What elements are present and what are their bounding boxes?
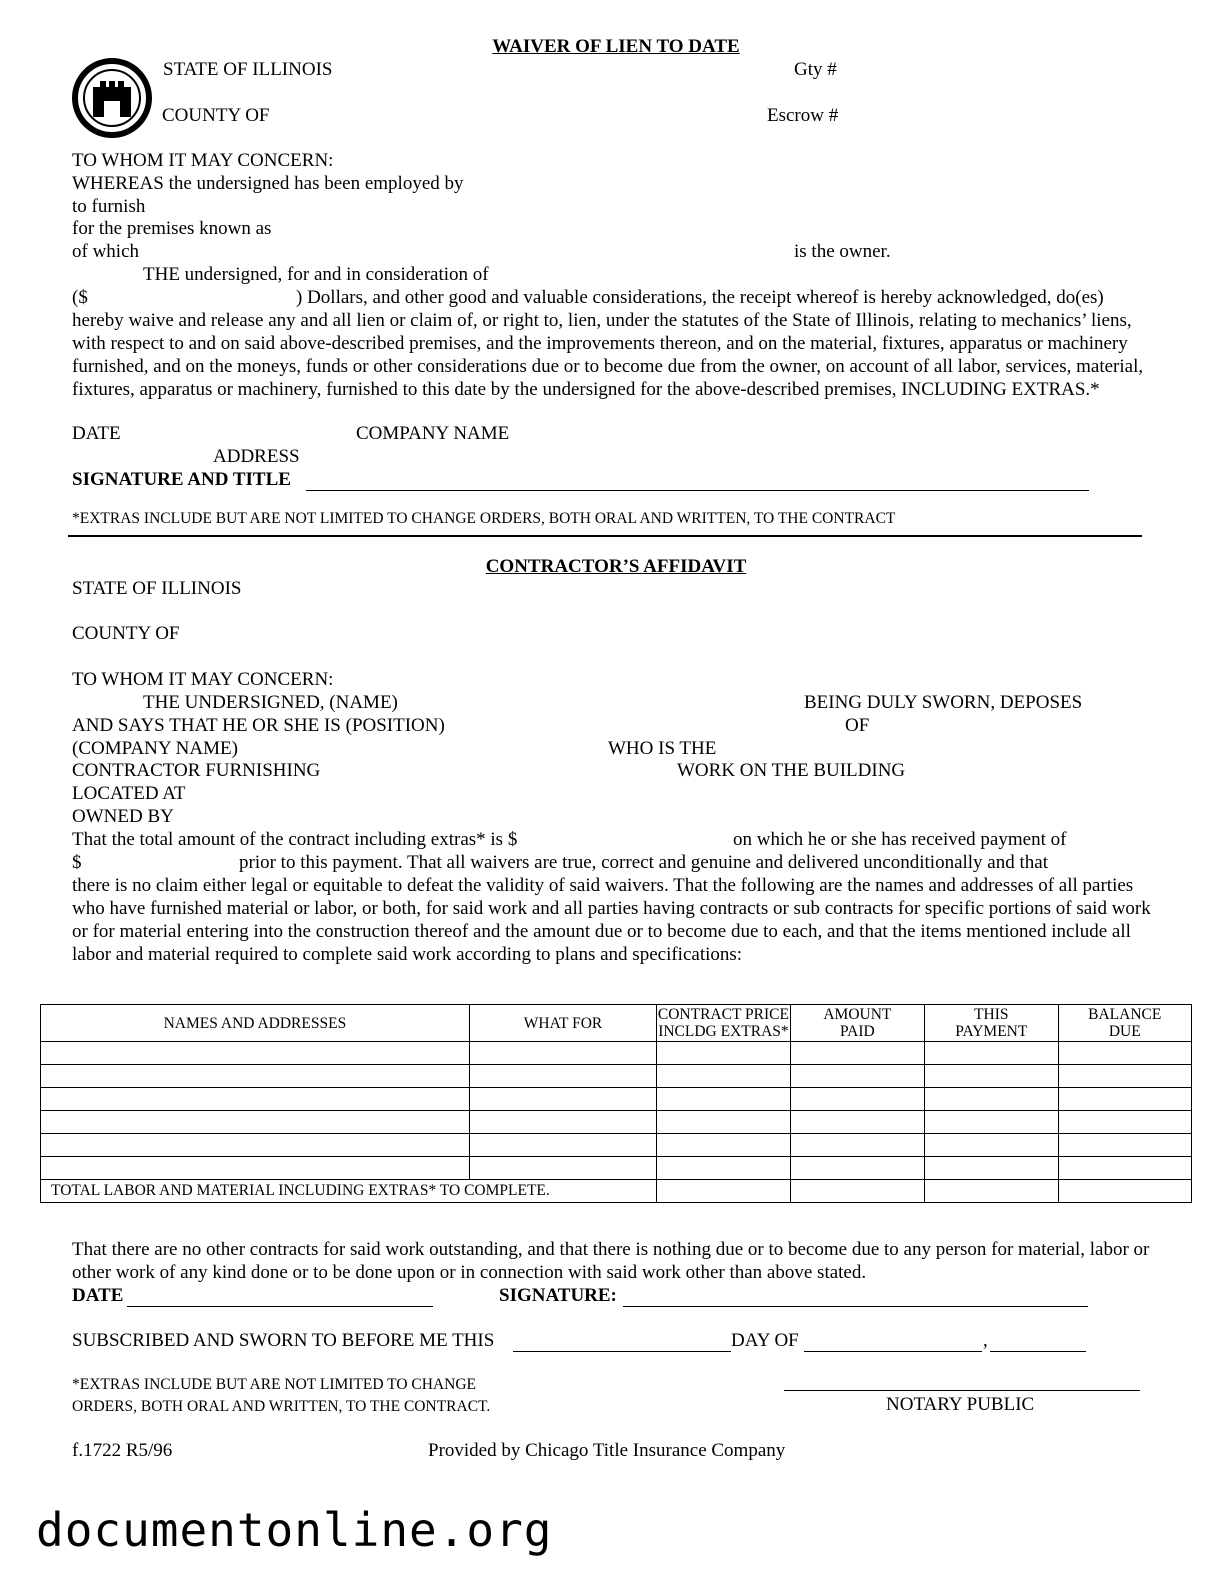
waiver-extras-note: *EXTRAS INCLUDE BUT ARE NOT LIMITED TO CHANGE ORDERS, BOTH ORAL AND WRITTEN, TO THE CONTRACT: [72, 510, 896, 527]
year-line[interactable]: [990, 1351, 1086, 1352]
affidavit-contractor: CONTRACTOR FURNISHING: [72, 760, 321, 781]
table-cell[interactable]: [657, 1111, 790, 1134]
table-row: [41, 1134, 1192, 1157]
affidavit-extras-note-1: *EXTRAS INCLUDE BUT ARE NOT LIMITED TO CHANGE: [72, 1376, 476, 1393]
affidavit-signature-label: SIGNATURE:: [499, 1285, 617, 1306]
affidavit-prior: prior to this payment. That all waivers are true, correct and genuine and delivered unconditionally and that: [239, 852, 1048, 873]
header-this-payment: THIS PAYMENT: [925, 1005, 1058, 1042]
affidavit-date-label: DATE: [72, 1285, 124, 1306]
affidavit-owned: OWNED BY: [72, 806, 174, 827]
table-row: [41, 1042, 1192, 1065]
table-cell[interactable]: [925, 1042, 1058, 1065]
table-cell[interactable]: [1058, 1088, 1192, 1111]
table-cell[interactable]: [657, 1157, 790, 1180]
affidavit-of: OF: [845, 715, 870, 736]
affidavit-dollar: $: [72, 852, 82, 873]
table-cell[interactable]: [790, 1088, 924, 1111]
table-cell[interactable]: [41, 1042, 470, 1065]
waiver-signature-label: SIGNATURE AND TITLE: [72, 469, 291, 490]
table-cell[interactable]: [1058, 1042, 1192, 1065]
table-cell[interactable]: [41, 1111, 470, 1134]
waiver-body: hereby waive and release any and all lien or claim of, or right to, lien, under the statutes of the State of Illinois, relating to mechanics’ liens, with respect to and on said above-described premises, and the improvements thereon, and on the material, fixtures, apparatus or machinery furnished, and on the moneys, funds or other considerations due or to become due from the owner, on account of all labor, services, material, fixtures, apparatus or machinery, furnished to this date by the undersigned for the above-described premises, INCLUDING EXTRAS.*: [72, 310, 1144, 400]
header-contract-price: CONTRACT PRICE INCLDG EXTRAS*: [657, 1006, 789, 1040]
escrow-number-label: Escrow #: [767, 105, 839, 126]
waiver-title: WAIVER OF LIEN TO DATE: [492, 36, 740, 57]
table-cell[interactable]: [790, 1111, 924, 1134]
header-balance-due: BALANCE DUE: [1058, 1005, 1192, 1042]
waiver-address-label: ADDRESS: [213, 446, 300, 467]
table-cell[interactable]: [41, 1157, 470, 1180]
month-line[interactable]: [804, 1351, 982, 1352]
provided-by: Provided by Chicago Title Insurance Company: [428, 1440, 786, 1461]
notary-signature-line[interactable]: [784, 1390, 1140, 1391]
table-cell[interactable]: [925, 1111, 1058, 1134]
table-cell[interactable]: [657, 1065, 790, 1088]
table-cell[interactable]: [925, 1134, 1058, 1157]
header-names: NAMES AND ADDRESSES: [41, 1005, 470, 1042]
affidavit-position: AND SAYS THAT HE OR SHE IS (POSITION): [72, 715, 445, 736]
waiver-owner: is the owner.: [794, 241, 891, 262]
table-cell[interactable]: [469, 1088, 656, 1111]
table-cell[interactable]: [925, 1157, 1058, 1180]
table-cell[interactable]: [790, 1157, 924, 1180]
waiver-furnish: to furnish: [72, 196, 146, 217]
affidavit-received: on which he or she has received payment of: [733, 829, 1067, 850]
affidavit-total-line: That the total amount of the contract including extras* is $: [72, 829, 518, 850]
total-payment-cell[interactable]: [925, 1180, 1058, 1203]
affidavit-company: (COMPANY NAME): [72, 738, 238, 759]
header-amount-paid: AMOUNT PAID: [790, 1005, 924, 1042]
waiver-dollars-line: ) Dollars, and other good and valuable considerations, the receipt whereof is hereby acknowledged, do(es): [296, 287, 1104, 308]
waiver-company-label: COMPANY NAME: [356, 423, 510, 444]
section-divider: [68, 535, 1142, 537]
table-cell[interactable]: [925, 1088, 1058, 1111]
notary-public-label: NOTARY PUBLIC: [886, 1394, 1035, 1415]
affidavit-extras-note-2: ORDERS, BOTH ORAL AND WRITTEN, TO THE CONTRACT.: [72, 1398, 491, 1415]
day-of-label: DAY OF: [731, 1330, 799, 1351]
table-row: [41, 1065, 1192, 1088]
affidavit-to-whom: TO WHOM IT MAY CONCERN:: [72, 669, 334, 690]
affidavit-closing: That there are no other contracts for said work outstanding, and that there is nothing due or to become due to any person for material, labor or other work of any kind done or to be done upon or in connection with said work other than above stated.: [72, 1239, 1150, 1283]
watermark-text: documentonline.org: [36, 1503, 553, 1557]
waiver-signature-line: [306, 490, 1089, 491]
waiver-dollar-open: ($: [72, 287, 88, 308]
table-cell[interactable]: [469, 1157, 656, 1180]
waiver-county: COUNTY OF: [162, 105, 270, 126]
total-contract-cell[interactable]: [657, 1180, 790, 1203]
table-cell[interactable]: [1058, 1111, 1192, 1134]
waiver-premises: for the premises known as: [72, 218, 272, 239]
table-row: [41, 1111, 1192, 1134]
date-comma: ,: [983, 1330, 988, 1351]
affidavit-who-is: WHO IS THE: [608, 738, 717, 759]
table-cell[interactable]: [469, 1042, 656, 1065]
table-cell[interactable]: [469, 1065, 656, 1088]
subscribed-label: SUBSCRIBED AND SWORN TO BEFORE ME THIS: [72, 1330, 495, 1351]
table-cell[interactable]: [469, 1134, 656, 1157]
castle-logo-icon: [71, 57, 153, 139]
total-paid-cell[interactable]: [790, 1180, 924, 1203]
table-cell[interactable]: [41, 1088, 470, 1111]
subscribed-day-line[interactable]: [513, 1351, 731, 1352]
affidavit-state: STATE OF ILLINOIS: [72, 578, 242, 599]
table-cell[interactable]: [790, 1134, 924, 1157]
affidavit-date-line[interactable]: [127, 1306, 433, 1307]
gty-number-label: Gty #: [794, 59, 837, 80]
affidavit-sworn: BEING DULY SWORN, DEPOSES: [804, 692, 1083, 713]
table-cell[interactable]: [925, 1065, 1058, 1088]
waiver-state: STATE OF ILLINOIS: [163, 59, 333, 80]
total-row-label: TOTAL LABOR AND MATERIAL INCLUDING EXTRAS* TO COMPLETE.: [41, 1180, 657, 1203]
waiver-to-whom: TO WHOM IT MAY CONCERN:: [72, 150, 334, 171]
table-cell[interactable]: [657, 1042, 790, 1065]
table-cell[interactable]: [1058, 1065, 1192, 1088]
table-cell[interactable]: [41, 1134, 470, 1157]
table-total-row: [41, 1180, 1192, 1203]
table-cell[interactable]: [469, 1111, 656, 1134]
table-cell[interactable]: [657, 1088, 790, 1111]
waiver-whereas: WHEREAS the undersigned has been employed by: [72, 173, 464, 194]
table-cell[interactable]: [790, 1065, 924, 1088]
affidavit-county: COUNTY OF: [72, 623, 180, 644]
table-header-row: [41, 1005, 1192, 1042]
affidavit-body: there is no claim either legal or equitable to defeat the validity of said waivers. That the following are the names and addresses of all parties who have furnished material or labor, or both, for said work and all parties having contracts or sub contracts for specific portions of said work or for material entering into the construction thereof and the amount due or to become due to each, and that the items mentioned include all labor and material required to complete said work according to plans and specifications:: [72, 875, 1151, 965]
total-balance-cell[interactable]: [1058, 1180, 1192, 1203]
waiver-consideration: THE undersigned, for and in consideration of: [143, 264, 489, 285]
header-what-for: WHAT FOR: [469, 1005, 656, 1042]
affidavit-signature-line[interactable]: [623, 1306, 1088, 1307]
table-cell[interactable]: [1058, 1157, 1192, 1180]
table-cell[interactable]: [657, 1134, 790, 1157]
table-row: [41, 1088, 1192, 1111]
waiver-date-label: DATE: [72, 423, 121, 444]
affidavit-title: CONTRACTOR’S AFFIDAVIT: [485, 556, 747, 577]
table-row: [41, 1157, 1192, 1180]
table-cell[interactable]: [41, 1065, 470, 1088]
affidavit-undersigned: THE UNDERSIGNED, (NAME): [143, 692, 398, 713]
contractor-table: [40, 1004, 1192, 1203]
waiver-of-which: of which: [72, 241, 140, 262]
table-cell[interactable]: [1058, 1134, 1192, 1157]
affidavit-located: LOCATED AT: [72, 783, 186, 804]
form-number: f.1722 R5/96: [72, 1440, 173, 1461]
affidavit-work: WORK ON THE BUILDING: [677, 760, 906, 781]
table-cell[interactable]: [790, 1042, 924, 1065]
